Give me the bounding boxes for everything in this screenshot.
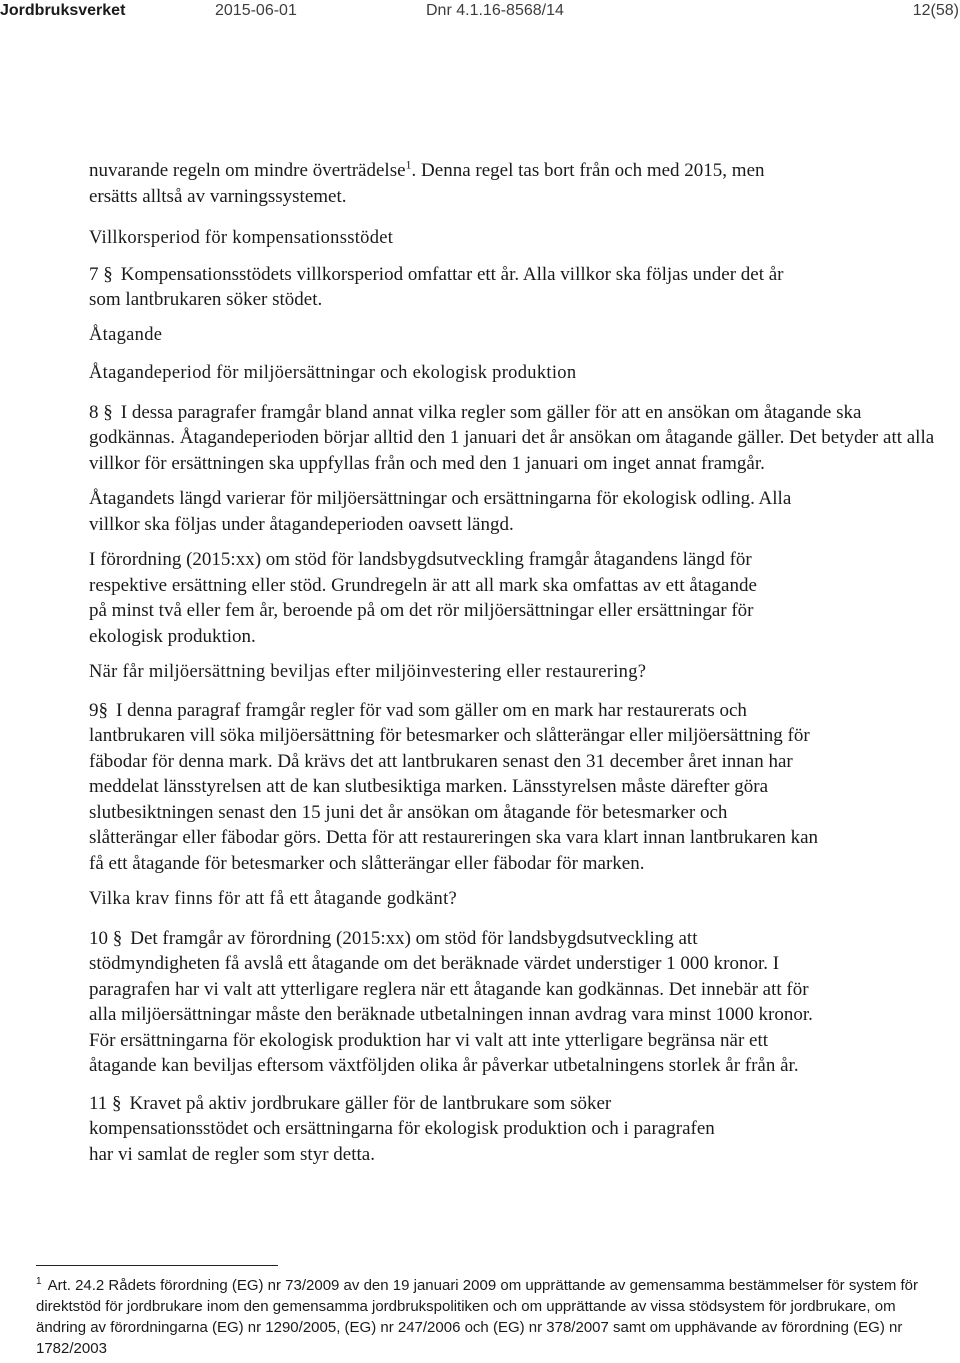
paragraph-11: 11 § Kravet på aktiv jordbrukare gäller för de lantbrukare som söker kompensationsstödet och ersättningarna för ekologisk produktion och i paragrafen har vi samlat de regler som styr detta. <box>89 1091 729 1168</box>
section-heading-krav: Vilka krav finns för att få ett åtagande godkänt? <box>89 889 458 909</box>
paragraph-9: 9§ I denna paragraf framgår regler för vad som gäller om en mark har restaurerats och lantbrukaren vill söka miljöersättning för betesmarker och slåtterängar eller miljöersättning för fäbodar för denna mark. Då krävs det att lantbrukaren senast den 31 december året innan har meddelat länsstyrelsen att de kan slutbesiktiga marken. Länsstyrelsen måste därefter göra slutbesiktningen senast den 15 juni det år ansökan om åtagande för betesmarker och slåtterängar eller fäbodar görs. Detta för att restaureringen ska vara klart innan lantbrukaren kan få ett åtagande för betesmarker och slåtterängar eller fäbodar för marken. <box>89 698 819 877</box>
footnote-text: Art. 24.2 Rådets förordning (EG) nr 73/2009 av den 19 januari 2009 om upprättande av gemensamma bestämmelser för system för direktstöd för jordbrukare inom den gemensamma jordbrukspolitiken och om upprättande av vissa stödsystem för jordbrukare, om ändring av förordningarna (EG) nr 1290/2005, (EG) nr 247/2006 och (EG) nr 378/2007 samt om upphävande av förordning (EG) nr 1782/2003 <box>36 1277 919 1357</box>
paragraph-intro: nuvarande regeln om mindre överträdelse$^1$. Denna regel tas bort från och med 2015, men ersätts alltså av varningssystemet. <box>89 157 765 207</box>
paragraph-10: 10 § Det framgår av förordning (2015:xx) om stöd för landsbygdsutveckling att stödmyndigheten få avslå ett åtagande om det beräknade värdet understiger 1 000 kronor. I paragrafen har vi valt att ytterligare reglera när ett åtagande kan godkännas. Det innebär att för alla miljöersättningar måste den beräknade utbetalningen innan avdrag vara minst 1000 kronor. För ersättningarna för ekologisk produktion har vi valt att inte ytterligare begränsa när ett åtagande kan beviljas eftersom växtföljden olika år påverkar utbetalningens storlek år från år. <box>89 926 824 1079</box>
section-sign <box>112 1091 122 1117</box>
footnote-marker: 1 <box>36 1276 42 1287</box>
organization-name: Jordbruksverket <box>0 2 126 19</box>
document-body <box>89 158 949 1167</box>
footnote-separator <box>36 1265 278 1266</box>
section-heading-miljoinvestering: När får miljöersättning beviljas efter miljöinvestering eller restaurering? <box>89 662 647 682</box>
section-heading-villkorsperiod: Villkorsperiod för kompensationsstödet <box>89 228 394 248</box>
section-heading-atagande: Åtagande <box>89 324 163 345</box>
section-sign <box>103 262 113 288</box>
page-number: 12(58) <box>912 2 959 19</box>
paragraph-atagandets-langd: Åtagandets längd varierar för miljöersättningar och ersättningarna för ekologisk odling. Alla villkor ska följas under åtagandeperioden oavsett längd. <box>89 488 792 535</box>
footnote-reference[interactable]: 1 <box>405 157 412 172</box>
footnote <box>36 1275 936 1359</box>
section-sign <box>103 400 113 426</box>
document-date: 2015-06-01 <box>215 2 297 19</box>
section-sign <box>99 698 109 724</box>
paragraph-8: 8 § I dessa paragrafer framgår bland annat vilka regler som gäller för att en ansökan om åtagande ska godkännas. Åtagandeperioden börjar alltid den 1 januari det år ansökan om åtagande gäller. Det betyder att alla villkor för ersättningen ska uppfyllas från och med den 1 januari om inget annat framgår. <box>89 400 949 477</box>
document-reference: Dnr 4.1.16-8568/14 <box>426 2 564 19</box>
paragraph-7: 7 § Kompensationsstödets villkorsperiod omfattar ett år. Alla villkor ska följas under det år som lantbrukaren söker stödet. <box>89 262 809 313</box>
section-heading-atagandeperiod: Åtagandeperiod för miljöersättningar och ekologisk produktion <box>89 363 577 383</box>
page-header <box>0 0 960 22</box>
section-sign <box>113 926 123 952</box>
paragraph-forordning: I förordning (2015:xx) om stöd för landsbygdsutveckling framgår åtagandens längd för respektive ersättning eller stöd. Grundregeln är att all mark ska omfattas av ett åtagande på minst två eller fem år, beroende på om det rör miljöersättningar eller ersättningar för ekologisk produktion. <box>89 549 757 647</box>
